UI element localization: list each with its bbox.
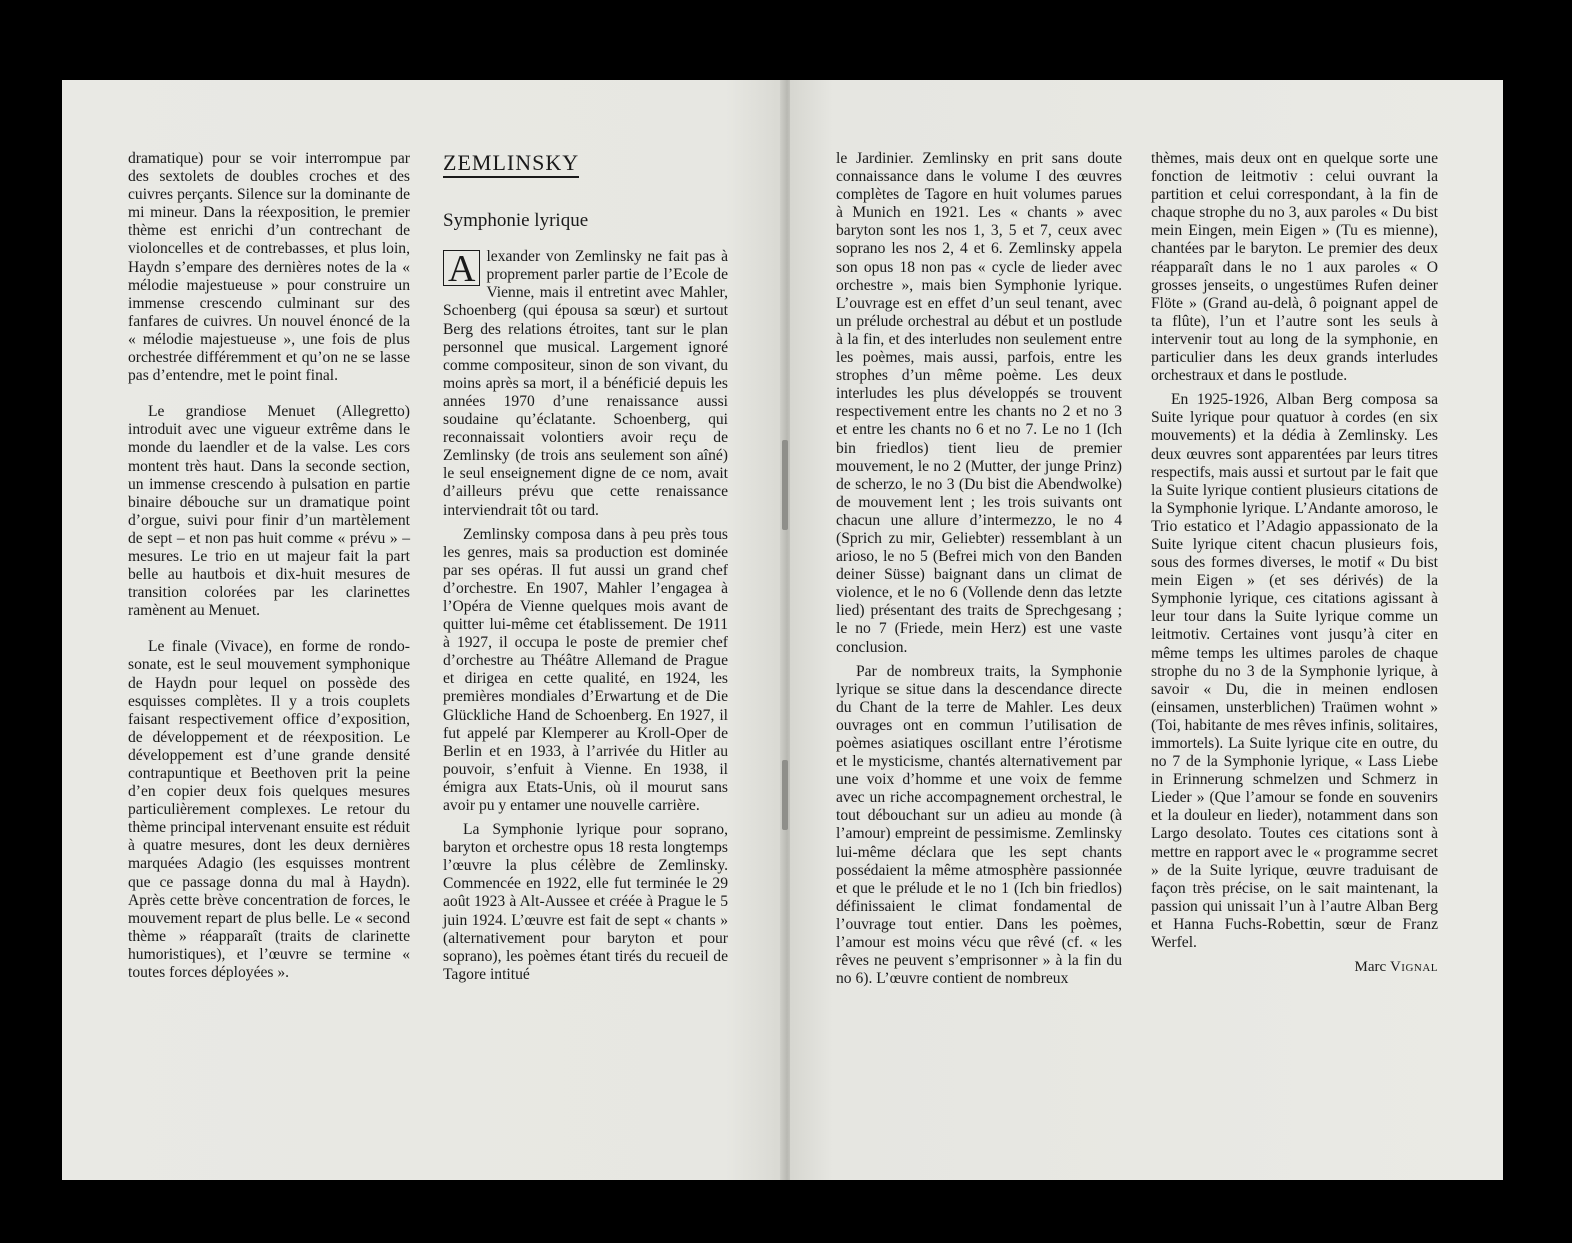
author-last-name: Vignal [1389, 959, 1438, 976]
author-first-name: Marc [1354, 959, 1387, 976]
paragraph: Le finale (Vivace), en forme de rondo-sonate, est le seul mouvement symphonique de Haydn pour lequel on possède des esquisses complètes. Il y a trois couplets faisant respectivement office d’exposition, de développement et de réexposition. Le développement est d’une grande densité contrapuntique et Beethoven prit la peine d’en copier deux fois quelques mesures particulièrement complexes. Le retour du thème principal intervenant ensuite est réduit à quatre mesures, dont les deux dernières marquées Adagio (les esquisses montrent que ce passage donna du mal à Haydn). Après cette brève concentration de forces, le mouvement repart de plus belle. Le « second thème » réapparaît (traits de clarinette humoristiques), et l’œuvre se termine « toutes forces déployées ». [128, 638, 410, 982]
right-column-1 [836, 150, 1122, 988]
paragraph-text: lexander von Zemlinsky ne fait pas à proprement parler partie de l’Ecole de Vienne, mais il entretint avec Mahler, Schoenberg (qui épousa sa sœur) et surtout Berg des relations étroites, tant sur le plan personnel que musical. Largement ignoré comme compositeur, sinon de son vivant, du moins après sa mort, il a bénéficié depuis les années 1970 d’une renaissance aussi soudaine qu’éclatante. Schoenberg, qui reconnaissait volontiers avoir reçu de Zemlinsky (de trois ans seulement son aîné) le seul enseignement digne de ce nom, avait d’ailleurs prévu que cette renaissance interviendrait tôt ou tard. [443, 248, 728, 519]
paragraph: La Symphonie lyrique pour soprano, baryton et orchestre opus 18 resta longtemps l’œuvre la plus célèbre de Zemlinsky. Commencée en 1922, elle fut terminée le 29 août 1923 à Alt-Aussee et créée à Prague le 5 juin 1924. L’œuvre est fait de sept « chants » (alternativement pour baryton et pour soprano), les poèmes étant tirés du recueil de Tagore intitué [443, 821, 728, 983]
right-column-2 [1151, 150, 1438, 976]
staple-top [782, 440, 788, 530]
paragraph: Le grandiose Menuet (Allegretto) introduit avec une vigueur extrême dans le monde du laendler et de la valse. Les cors montent très haut. Dans la seconde section, un immense crescendo à pulsation en partie binaire débouche sur un dramatique point d’orgue, suivi pour finir d’un martèlement de sept – et non pas huit comme « prévu » – mesures. Le trio en ut majeur fait la part belle au hautbois et dix-huit mesures de transition colorées par les clarinettes ramènent au Menuet. [128, 403, 410, 620]
paragraph: En 1925-1926, Alban Berg composa sa Suite lyrique pour quatuor à cordes (en six mouvements) et la dédia à Zemlinsky. Les deux œuvres sont apparentées par leurs titres respectifs, mais aussi et surtout par le fait que la Suite lyrique contient plusieurs citations de la Symphonie lyrique. L’Andante amoroso, le Trio estatico et l’Adagio appassionato de la Suite lyrique citent chacun plusieurs fois, sous des formes diverses, le motif « Du bist mein Eigen » (et ses dérivés) de la Symphonie lyrique, ces citations agissant à leur tour dans la Suite lyrique comme un leitmotiv. Certaines vont jusqu’à citer en même temps les ultimes paroles de chaque strophe du no 3 de la Symphonie lyrique, à savoir « Du, die in meinen endlosen (einsamen, unsterblichen) Traümen wohnt » (Toi, habitante de mes rêves infinis, solitaires, immortels). La Suite lyrique cite en outre, du no 7 de la Symphonie lyrique, « Lass Liebe in Erinnerung schmelzen und Schmerz in Lieder » (Que l’amour se fonde en souvenirs et la douleur en lieder), notamment dans son Largo desolato. Toutes ces citations sont à mettre en rapport avec le « programme secret » de la Suite lyrique, œuvre traduisant de façon très précise, on le sait maintenant, la passion qui unissait l’un à l’autre Alban Berg et Hanna Fuchs-Robettin, sœur de Franz Werfel. [1151, 391, 1438, 952]
paragraph: Zemlinsky composa dans à peu près tous les genres, mais sa production est dominée par ses opéras. Il fut aussi un grand chef d’orchestre. En 1907, Mahler l’engagea à l’Opéra de Vienne quelques mois avant de quitter lui-même cet établissement. De 1911 à 1927, il occupa le poste de premier chef d’orchestre au Théâtre Allemand de Prague et dirigea en cette qualité, en 1924, les premières mondiales d’Erwartung et de Die Glückliche Hand de Schoenberg. En 1927, il fut appelé par Klemperer au Kroll-Oper de Berlin et en 1933, à l’arrivée du Hitler au pouvoir, s’enfuit à Vienne. En 1938, il émigra aux Etats-Unis, où il mourut sans avoir pu y entamer une nouvelle carrière. [443, 525, 728, 814]
left-page [62, 80, 784, 1180]
article-title: ZEMLINSKY [443, 154, 579, 178]
article-subtitle: Symphonie lyrique [443, 210, 589, 232]
paragraph: Par de nombreux traits, la Symphonie lyrique se situe dans la descendance directe du Chant de la terre de Mahler. Les deux ouvrages ont en commun l’utilisation de poèmes asiatiques oscillant entre l’érotisme et le mysticisme, chantés alternativement par une voix d’homme et une voix de femme avec un riche accompagnement orchestral, le tout débouchant sur un adieu au monde (à l’amour) empreint de pessimisme. Zemlinsky lui-même déclara que les sept chants possédaient la même atmosphère passionnée et que le prélude et le no 1 (Ich bin friedlos) définissaient le climat fondamental de l’ouvrage tout entier. Dans les poèmes, l’amour est moins vécu que rêvé (cf. « les rêves ne peuvent s’emprisonner » à la fin du no 6). L’œuvre contient de nombreux [836, 662, 1122, 988]
left-column-1 [128, 150, 410, 982]
author-signature [1151, 958, 1438, 976]
drop-cap: A [443, 250, 480, 286]
paragraph: dramatique) pour se voir interrompue par des sextolets de doubles croches et des cuivres perçants. Silence sur la dominante de mi mineur. Dans la réexposition, le premier thème est enrichi d’un contrechant de violoncelles et de contrebasses, et plus loin, Haydn s’empare des dernières notes de la « mélodie majestueuse » pour construire un immense crescendo culminant sur des fanfares de cuivres. Un nouvel énoncé de la « mélodie majestueuse », une fois de plus orchestrée différemment et qu’on ne se lasse pas d’entendre, met le point final. [128, 150, 410, 385]
right-page [790, 80, 1503, 1180]
paragraph [443, 248, 728, 519]
staple-bottom [782, 760, 788, 830]
paragraph: le Jardinier. Zemlinsky en prit sans doute connaissance dans le volume I des œuvres complètes de Tagore en huit volumes parues à Munich en 1921. Les « chants » avec baryton sont les nos 1, 3, 5 et 7, ceux avec soprano les nos 2, 4 et 6. Zemlinsky appela son opus 18 non pas « cycle de lieder avec orchestre », mais bien Symphonie lyrique. L’ouvrage est en effet d’un seul tenant, avec un prélude orchestral au début et un postlude à la fin, et des interludes non seulement entre les poèmes, mais aussi, parfois, entre les strophes d’un même poème. Les deux interludes les plus développés se trouvent respectivement entre les chants no 2 et no 3 et entre les chants no 6 et no 7. Le no 1 (Ich bin friedlos) tient lieu de premier mouvement, le no 2 (Mutter, der junge Prinz) de scherzo, le no 3 (Du bist die Abendwolke) de mouvement lent ; les trois suivants ont chacun une allure d’intermezzo, le no 4 (Sprich zu mir, Geliebter) ressemblant à un arioso, le no 5 (Befrei mich von den Banden deiner Süsse) baignant dans un climat de violence, et le no 6 (Vollende denn das letzte lied) présentant des traits de Sprechgesang ; le no 7 (Friede, mein Herz) est une vaste conclusion. [836, 150, 1122, 656]
left-column-2 [443, 150, 728, 984]
paragraph: thèmes, mais deux ont en quelque sorte une fonction de leitmotiv : celui ouvrant la partition et celui correspondant, à la fin de chaque strophe du no 3, aux paroles « Du bist mein Eingen, mein Eigen » (Tu es mienne), chantées par le baryton. Le premier des deux réapparaît dans le no 1 aux paroles « O grosses jenseits, o ungestümes Rufen deiner Flöte » (Grand au-delà, ô poignant appel de ta flûte), l’un et l’autre sont les seuls à intervenir tout au long de la symphonie, en particulier dans les deux grands interludes orchestraux et dans le postlude. [1151, 150, 1438, 385]
